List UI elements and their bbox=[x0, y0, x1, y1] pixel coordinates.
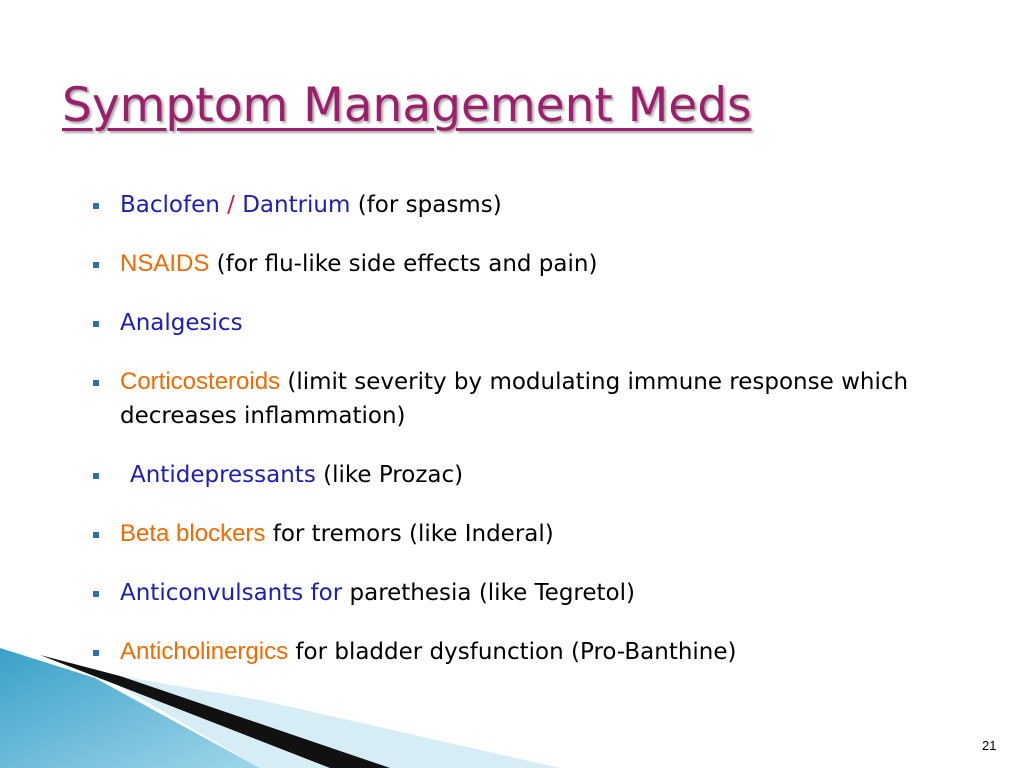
drug-description: parethesia (like Tegretol) bbox=[342, 580, 635, 606]
drug-name: NSAIDS bbox=[120, 250, 210, 277]
drug-description: for bladder dysfunction (Pro-Banthine) bbox=[288, 639, 737, 665]
bullet-item bbox=[90, 458, 950, 492]
square-bullet-icon bbox=[93, 650, 99, 656]
page-number: 21 bbox=[982, 738, 997, 753]
drug-name: Anticonvulsants for bbox=[120, 580, 343, 606]
square-bullet-icon bbox=[93, 591, 99, 597]
bullet-item bbox=[90, 306, 950, 340]
drug-name: Analgesics bbox=[120, 310, 243, 336]
bullet-list bbox=[90, 188, 950, 694]
bullet-item bbox=[90, 517, 950, 551]
drug-name: Beta blockers bbox=[120, 520, 266, 547]
drug-name: Anticholinergics bbox=[120, 638, 289, 665]
drug-description: (for flu-like side effects and pain) bbox=[209, 251, 598, 277]
square-bullet-icon bbox=[93, 321, 99, 327]
drug-description: (for spasms) bbox=[350, 192, 502, 218]
drug-name: Baclofen bbox=[120, 192, 220, 218]
slide-title: Symptom Management Meds bbox=[62, 78, 752, 133]
bullet-item bbox=[90, 188, 950, 222]
square-bullet-icon bbox=[93, 203, 99, 209]
drug-name: Dantrium bbox=[242, 192, 351, 218]
bullet-item bbox=[90, 635, 950, 669]
bullet-item bbox=[90, 365, 950, 433]
square-bullet-icon bbox=[93, 380, 99, 386]
drug-description: for tremors (like Inderal) bbox=[265, 521, 554, 547]
square-bullet-icon bbox=[93, 532, 99, 538]
separator: / bbox=[219, 192, 243, 218]
square-bullet-icon bbox=[93, 473, 99, 479]
drug-name: Corticosteroids bbox=[120, 368, 281, 395]
drug-description: (limit severity by modulating immune response which decreases inflammation) bbox=[120, 369, 909, 429]
drug-name: Antidepressants bbox=[130, 462, 316, 488]
square-bullet-icon bbox=[93, 262, 99, 268]
drug-description: (like Prozac) bbox=[315, 462, 464, 488]
bullet-item bbox=[90, 576, 950, 610]
bullet-item bbox=[90, 247, 950, 281]
